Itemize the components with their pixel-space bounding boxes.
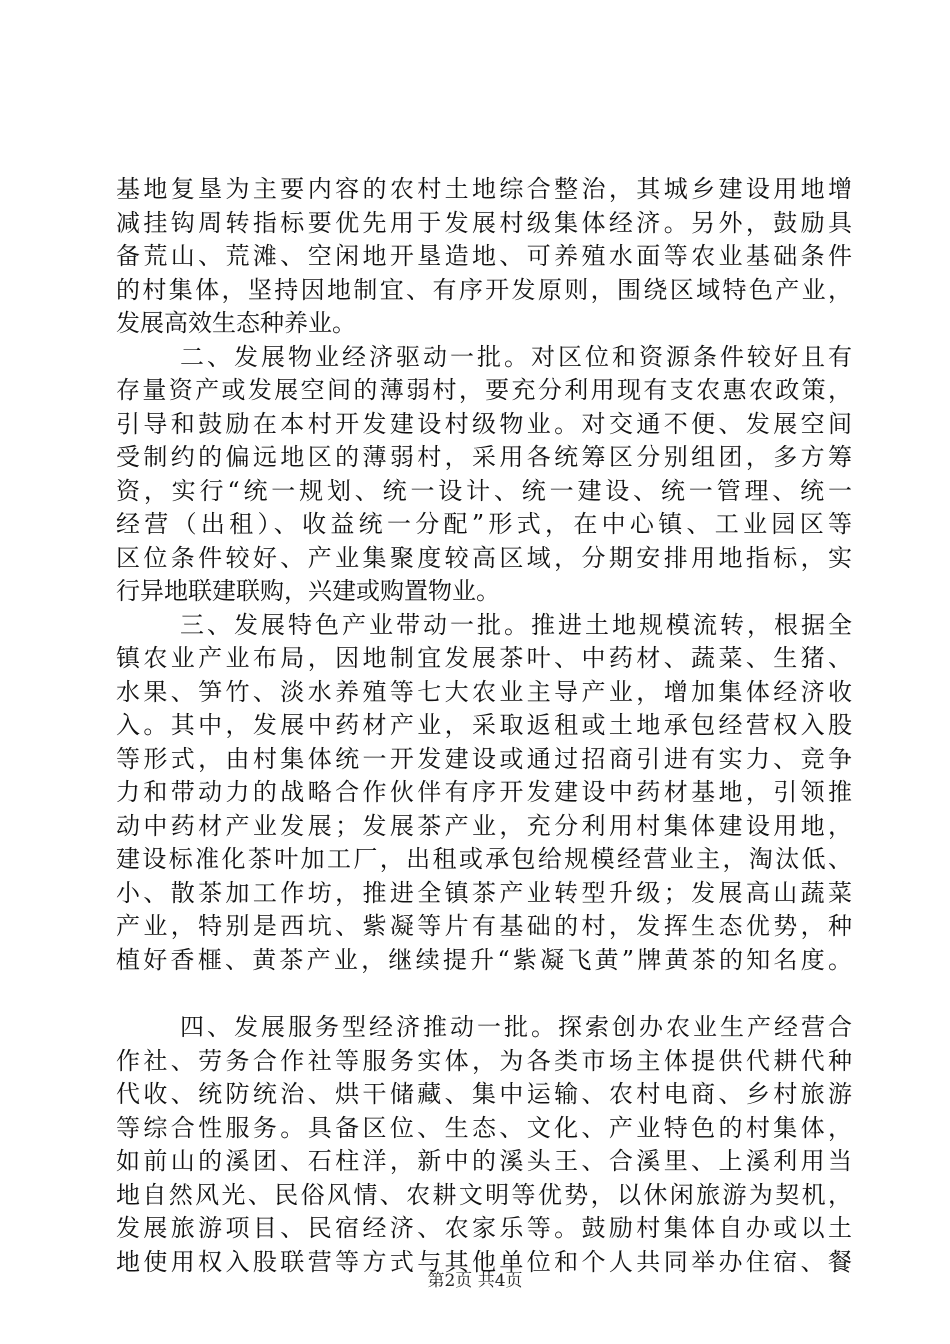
- text-line: 发展高效生态种养业。: [116, 309, 356, 337]
- text-line: 镇农业产业布局，因地制宜发展茶叶、中药材、蔬菜、生猪、: [116, 644, 852, 672]
- paragraph-service-economy: [116, 1011, 852, 1279]
- text-line: 四、发展服务型经济推动一批。探索创办农业生产经营合: [180, 1013, 852, 1041]
- text-line: 经营（出租）、收益统一分配”形式，在中心镇、工业园区等: [116, 510, 852, 538]
- text-line: 区位条件较好、产业集聚度较高区域，分期安排用地指标，实: [116, 543, 852, 572]
- text-line: 二、发展物业经济驱动一批。对区位和资源条件较好且有: [180, 342, 852, 371]
- text-line: 受制约的偏远地区的薄弱村，采用各统筹区分别组团，多方筹: [116, 443, 852, 471]
- paragraph-property-economy: [116, 341, 852, 609]
- paragraph-spacer: [116, 977, 852, 1011]
- text-line: 三、发展特色产业带动一批。推进土地规模流转，根据全: [180, 610, 852, 639]
- text-line: 等形式，由村集体统一开发建设或通过招商引进有实力、竞争: [116, 744, 852, 773]
- text-line: 备荒山、荒滩、空闲地开垦造地、可养殖水面等农业基础条件: [116, 242, 852, 270]
- text-line: 等综合性服务。具备区位、生态、文化、产业特色的村集体，: [116, 1113, 852, 1142]
- text-line: 植好香榧、黄茶产业，继续提升“紫凝飞黄”牌黄茶的知名度。: [116, 945, 852, 974]
- text-line: 建设标准化茶叶加工厂，出租或承包给规模经营业主，淘汰低、: [116, 845, 852, 873]
- text-line: 基地复垦为主要内容的农村土地综合整治，其城乡建设用地增: [116, 175, 852, 203]
- text-line: 小、散茶加工作坊，推进全镇茶产业转型升级；发展高山蔬菜: [116, 878, 852, 907]
- text-line: 动中药材产业发展；发展茶产业，充分利用村集体建设用地，: [116, 811, 852, 840]
- document-body: [116, 173, 852, 1279]
- text-line: 水果、笋竹、淡水养殖等七大农业主导产业，增加集体经济收: [116, 677, 852, 706]
- text-line: 资，实行“统一规划、统一设计、统一建设、统一管理、统一: [116, 476, 852, 505]
- text-line: 发展旅游项目、民宿经济、农家乐等。鼓励村集体自办或以土: [116, 1214, 852, 1242]
- paragraph-land-consolidation: [116, 173, 852, 341]
- text-line: 行异地联建联购，兴建或购置物业。: [116, 577, 500, 605]
- paragraph-specialty-industry: [116, 609, 852, 978]
- text-line: 的村集体，坚持因地制宜、有序开发原则，围绕区域特色产业，: [116, 275, 852, 304]
- text-line: 地使用权入股联营等方式与其他单位和个人共同举办住宿、餐: [116, 1247, 852, 1276]
- text-line: 代收、统防统治、烘干储藏、集中运输、农村电商、乡村旅游: [116, 1080, 852, 1108]
- text-line: 地自然风光、民俗风情、农耕文明等优势，以休闲旅游为契机，: [116, 1180, 852, 1209]
- text-line: 存量资产或发展空间的薄弱村，要充分利用现有支农惠农政策，: [116, 376, 852, 404]
- text-line: 力和带动力的战略合作伙伴有序开发建设中药材基地，引领推: [116, 778, 852, 806]
- text-line: 作社、劳务合作社等服务实体，为各类市场主体提供代耕代种: [116, 1046, 852, 1075]
- text-line: 入。其中，发展中药材产业，采取返租或土地承包经营权入股: [116, 711, 852, 739]
- text-line: 减挂钩周转指标要优先用于发展村级集体经济。另外，鼓励具: [116, 208, 852, 237]
- text-line: 引导和鼓励在本村开发建设村级物业。对交通不便、发展空间: [116, 409, 852, 438]
- page-number-footer: 第2页 共4页: [427, 1271, 523, 1291]
- text-line: 产业，特别是西坑、紫凝等片有基础的村，发挥生态优势，种: [116, 912, 852, 940]
- text-line: 如前山的溪团、石柱洋，新中的溪头王、合溪里、上溪利用当: [116, 1147, 852, 1175]
